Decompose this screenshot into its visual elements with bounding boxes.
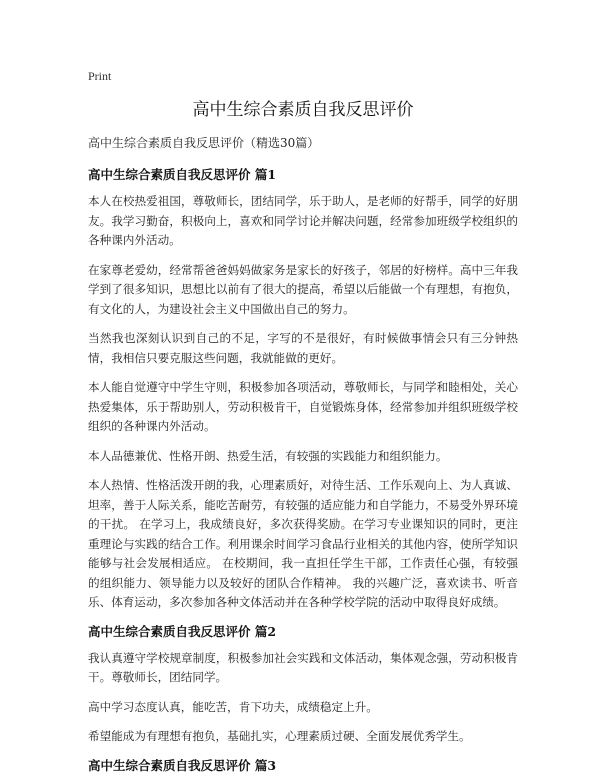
paragraph: 希望能成为有理想有抱负，基础扎实，心理素质过硬、全面发展优秀学生。: [88, 729, 471, 743]
paragraph: 本人能自觉遵守中学生守则，积极参加各项活动，尊敬师长，与同学和睦相处，关心热爱集体，乐于帮助别人，劳动积极肯干，自觉锻炼身体，经常参加并组织班级学校组织的各种课内外活动。: [88, 380, 518, 433]
paragraph: 在家尊老爱幼，经常帮爸爸妈妈做家务是家长的好孩子，邻居的好榜样。高中三年我学到了很多知识，思想比以前有了很大的提高，希望以后能做一个有理想，有抱负，有文化的人，为建设社会主义中国做出自己的努力。: [88, 262, 518, 316]
document-page: [88, 68, 518, 783]
paragraph: 本人在校热爱祖国，尊敬师长，团结同学，乐于助人，是老师的好帮手，同学的好朋友。我学习勤奋，积极向上，喜欢和同学讨论并解决问题，经常参加班级学校组织的各种课内外活动。: [88, 194, 518, 247]
paragraph: 我认真遵守学校规章制度，积极参加社会实践和文体活动，集体观念强，劳动积极肯干。尊敬师长，团结同学。: [88, 650, 518, 684]
print-link[interactable]: Print: [88, 69, 112, 83]
paragraph: 当然我也深刻认识到自己的不足，字写的不是很好，有时候做事情会只有三分钟热情，我相信只要克服这些问题，我就能做的更好。: [88, 331, 518, 365]
paragraph: 本人热情、性格活泼开朗的我，心理素质好，对待生活、工作乐观向上、为人真诚、坦率，善于人际关系，能吃苦耐劳，有较强的适应能力和自学能力，不易受外界环境的干扰。 在学习上，我成绩良好，多次获得奖励。在学习专业课知识的同时，更注重理论与实践的结合工作。利用课余时间学习食品行业相关的其他内容，使所学知识能够与社会发展相适应。 在校期间，我一直担任学生干部，工作责任心强，有较强的组织能力、领导能力以及较好的团队合作精神。 我的兴趣广泛，喜欢读书、听音乐、体育运动，多次参加各种文体活动并在各种学校学院的活动中取得良好成绩。: [88, 478, 518, 609]
document-subtitle: 高中生综合素质自我反思评价（精选30篇）: [88, 136, 320, 150]
paragraph: 高中学习态度认真，能吃苦，肯下功夫，成绩稳定上升。: [88, 699, 378, 714]
section-heading-1: 高中生综合素质自我反思评价 篇1: [88, 167, 277, 182]
paragraph: 本人品德兼优、性格开朗、热爱生活，有较强的实践能力和组织能力。: [88, 448, 448, 463]
document-title: 高中生综合素质自我反思评价: [192, 100, 414, 120]
section-heading-3: 高中生综合素质自我反思评价 篇3: [88, 757, 277, 773]
section-heading-2: 高中生综合素质自我反思评价 篇2: [88, 623, 277, 639]
